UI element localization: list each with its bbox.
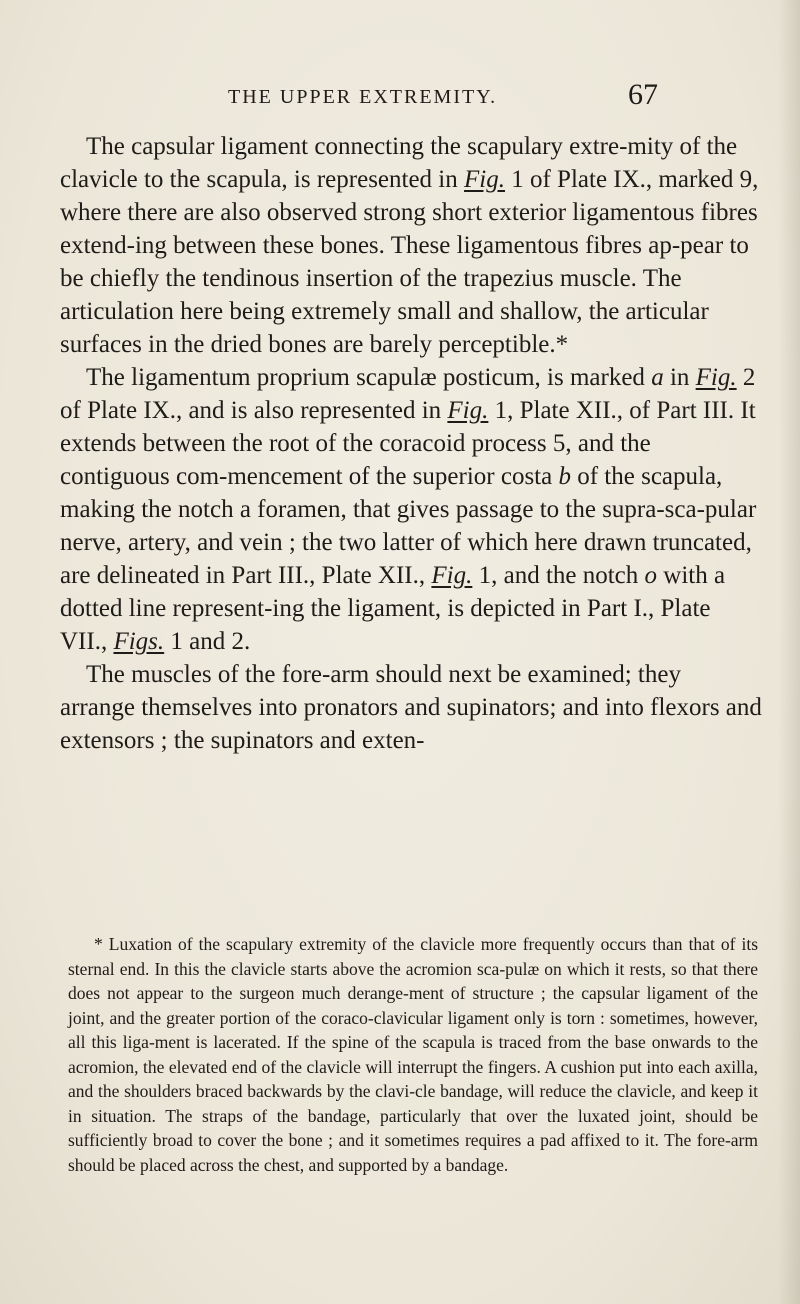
paragraph-fore-arm-muscles: The muscles of the fore-arm should next be examined; they arrange themselves into pronators and supinators; and into flexors and extensors ; the supinators and exten- xyxy=(60,661,762,754)
paragraph-capsular-ligament: The capsular ligament connecting the scapulary extre-mity of the clavicle to the scapula, is represented in Fig. 1 of Plate IX., marked 9, where there are also observed strong short exterior ligamentous fibres extend-ing between these bones. These ligamentous fibres ap-pear to be chiefly the tendinous insertion of the trapezius muscle. The articulation here being extremely small and shallow, the articular surfaces in the dried bones are barely perceptible.* xyxy=(60,133,759,358)
footnote-text: * Luxation of the scapulary extremity of the clavicle more frequently occurs than that of its sternal end. In this the clavicle starts above the acromion sca-pulæ on which it rests, so that there does not appear to the surgeon much derange-ment of structure ; the capsular ligament of the joint, and the greater portion of the coraco-clavicular ligament only is torn : sometimes, however, all this liga-ment is lacerated. If the spine of the scapula is traced from the base onwards to the acromion, the elevated end of the clavicle will interrupt the fingers. A cushion put into each axilla, and the shoulders braced backwards by the clavi-cle bandage, will reduce the clavicle, and keep it in situation. The straps of the bandage, particularly that over the luxated joint, should be sufficiently broad to cover the bone ; and it sometimes requires a pad affixed to it. The fore-arm should be placed across the chest, and supported by a bandage. xyxy=(68,934,758,1175)
footnote xyxy=(68,932,758,1177)
paragraph-ligamentum-proprium: The ligamentum proprium scapulæ posticum, is marked a in Fig. 2 of Plate IX., and is also represented in Fig. 1, Plate XII., of Part III. It extends between the root of the coracoid process 5, and the contiguous com-mencement of the superior costa b of the scapula, making the notch a foramen, that gives passage to the supra-sca-pular nerve, artery, and vein ; the two latter of which here drawn truncated, are delineated in Part III., Plate XII., Fig. 1, and the notch o with a dotted line represent-ing the ligament, is depicted in Part I., Plate VII., Figs. 1 and 2. xyxy=(60,364,757,655)
body-text xyxy=(60,130,762,757)
page-edge-shadow xyxy=(778,0,800,1304)
page-number: 67 xyxy=(628,78,658,111)
running-head-title: THE UPPER EXTREMITY. xyxy=(228,86,498,108)
